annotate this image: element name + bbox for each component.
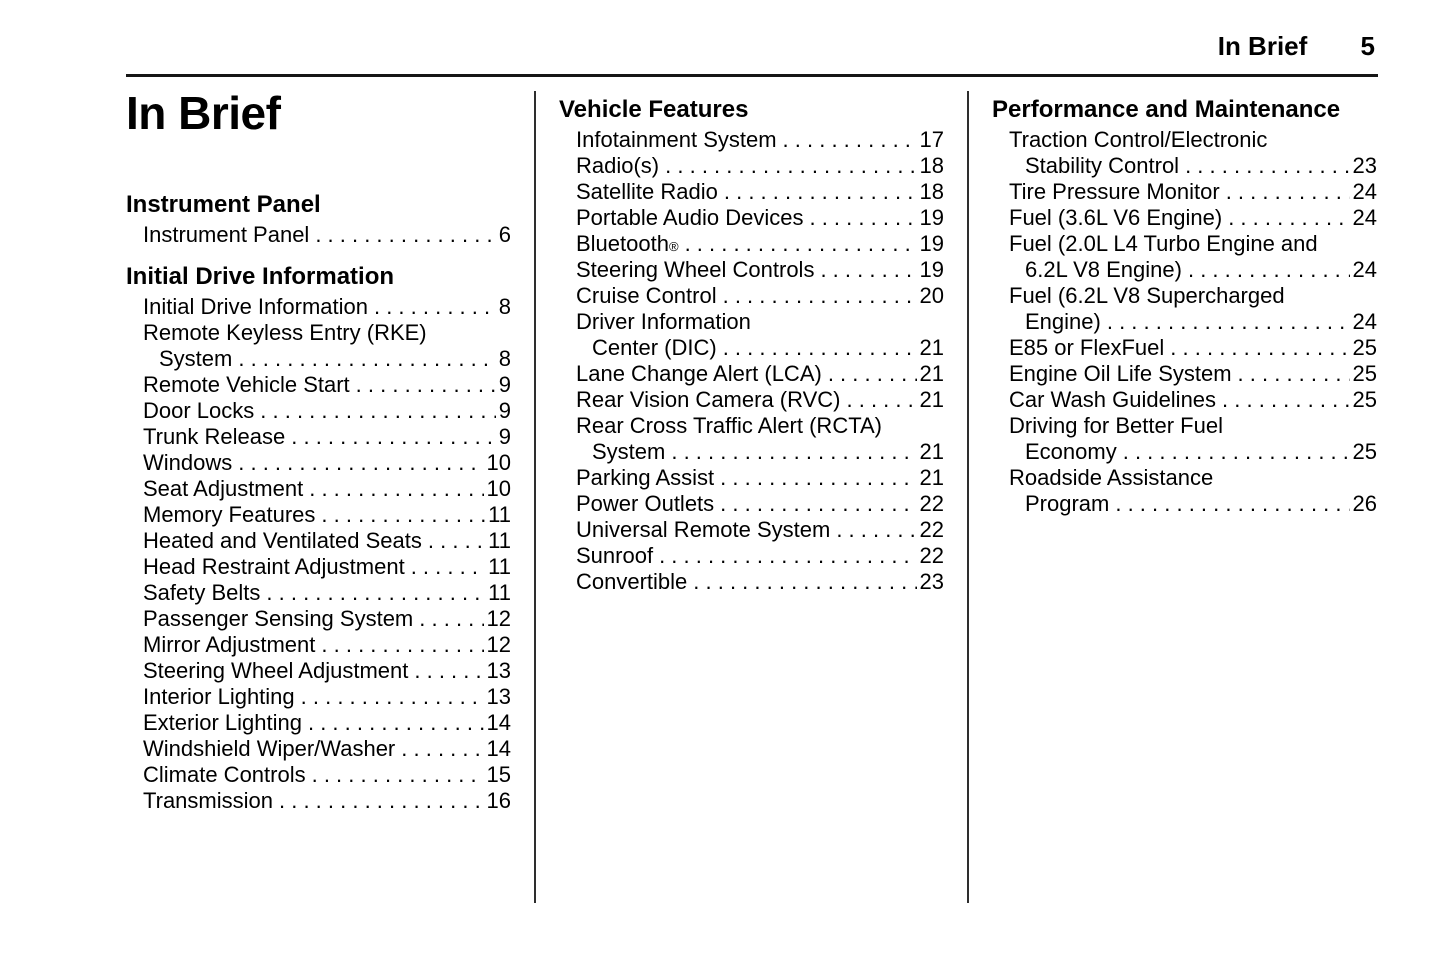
entry-label: Memory Features — [143, 502, 316, 527]
entry-label: Rear Cross Traffic Alert (RCTA) — [576, 413, 883, 438]
entry-label: Steering Wheel Adjustment — [143, 658, 409, 683]
entry-page-number: 21 — [919, 335, 944, 360]
entry-label-continuation: 6.2L V8 Engine) — [1025, 257, 1182, 282]
toc-entry — [1009, 413, 1377, 439]
entry-page-number: 13 — [486, 684, 511, 709]
toc-entry — [143, 320, 511, 346]
entry-label: Power Outlets — [576, 491, 715, 516]
entry-page-number: 16 — [486, 788, 511, 813]
entry-label: Heated and Ventilated Seats — [143, 528, 422, 553]
entry-label-continuation: Stability Control — [1025, 153, 1180, 178]
dot-leader — [1115, 491, 1349, 517]
entry-label: Climate Controls — [143, 762, 306, 787]
entry-label: Initial Drive Information — [143, 294, 368, 319]
entry-label: Windshield Wiper/Washer — [143, 736, 396, 761]
entry-label: Instrument Panel — [143, 222, 310, 247]
entry-label: Universal Remote System — [576, 517, 831, 542]
dot-leader — [1238, 361, 1350, 387]
entry-page-number: 14 — [486, 736, 511, 761]
dot-leader — [665, 153, 916, 179]
dot-leader — [685, 231, 917, 257]
toc-entry — [576, 257, 944, 283]
toc-entry-list — [992, 127, 1377, 517]
entry-page-number: 15 — [486, 762, 511, 787]
dot-leader — [720, 465, 916, 491]
entry-label: Remote Keyless Entry (RKE) — [143, 320, 427, 345]
toc-entry-continuation — [1009, 153, 1377, 179]
entry-label: Driver Information — [576, 309, 751, 334]
entry-page-number: 24 — [1352, 179, 1377, 204]
toc-entry — [143, 294, 511, 320]
dot-leader — [836, 517, 916, 543]
toc-entry-continuation — [576, 439, 944, 465]
dot-leader — [1222, 387, 1349, 413]
dot-leader — [321, 632, 483, 658]
toc-entry — [143, 580, 511, 606]
entry-label: Transmission — [143, 788, 273, 813]
entry-label: Fuel (2.0L L4 Turbo Engine and — [1009, 231, 1318, 256]
entry-page-number: 11 — [488, 580, 511, 605]
entry-label: Rear Vision Camera (RVC) — [576, 387, 841, 412]
dot-leader — [723, 283, 917, 309]
toc-entry: Bluetooth ® . . . 19 — [576, 231, 944, 257]
entry-page-number: 19 — [919, 257, 944, 282]
entry-label: Tire Pressure Monitor — [1009, 179, 1220, 204]
entry-label: Trunk Release — [143, 424, 286, 449]
dot-leader — [401, 736, 483, 762]
entry-page-number: 22 — [919, 543, 944, 568]
toc-columns — [126, 89, 1445, 903]
entry-page-number: 25 — [1352, 439, 1377, 464]
toc-entry — [143, 554, 511, 580]
dot-leader — [828, 361, 917, 387]
entry-label: Safety Belts — [143, 580, 261, 605]
toc-section — [992, 96, 1377, 517]
dot-leader — [659, 543, 916, 569]
dot-leader — [1107, 309, 1350, 335]
dot-leader — [301, 684, 484, 710]
toc-entry — [143, 528, 511, 554]
entry-page-number: 20 — [919, 283, 944, 308]
entry-page-number: 24 — [1352, 257, 1377, 282]
dot-leader — [315, 222, 495, 248]
entry-label: Exterior Lighting — [143, 710, 302, 735]
dot-leader — [260, 398, 495, 424]
toc-entry — [1009, 387, 1377, 413]
entry-page-number: 25 — [1352, 335, 1377, 360]
entry-page-number: 21 — [919, 465, 944, 490]
page-title: In Brief — [126, 87, 281, 139]
entry-page-number: 10 — [486, 450, 511, 475]
toc-entry — [576, 465, 944, 491]
entry-page-number: 21 — [919, 387, 944, 412]
toc-entry — [576, 283, 944, 309]
page-number: 5 — [1360, 31, 1375, 61]
toc-entry — [1009, 335, 1377, 361]
dot-leader — [279, 788, 484, 814]
dot-leader — [1123, 439, 1350, 465]
entry-label: Remote Vehicle Start — [143, 372, 350, 397]
entry-page-number: 9 — [498, 398, 511, 423]
entry-page-number: 9 — [498, 424, 511, 449]
toc-entry — [576, 517, 944, 543]
dot-leader — [321, 502, 485, 528]
entry-label-continuation: Program — [1025, 491, 1110, 516]
section-heading: Initial Drive Information — [126, 263, 395, 290]
dot-leader — [266, 580, 485, 606]
entry-label: Radio(s) — [576, 153, 660, 178]
entry-label: Cruise Control — [576, 283, 717, 308]
toc-entry — [576, 569, 944, 595]
toc-entry — [143, 222, 511, 248]
toc-entry — [143, 710, 511, 736]
toc-entry — [1009, 231, 1377, 257]
toc-entry-list — [559, 127, 944, 595]
entry-page-number: 10 — [486, 476, 511, 501]
section-heading: Vehicle Features — [559, 96, 749, 123]
toc-entry — [143, 372, 511, 398]
toc-entry — [576, 361, 944, 387]
entry-page-number: 12 — [486, 632, 511, 657]
dot-leader — [356, 372, 496, 398]
entry-label: E85 or FlexFuel — [1009, 335, 1165, 360]
toc-section — [126, 191, 511, 248]
dot-leader — [820, 257, 916, 283]
entry-label: Satellite Radio — [576, 179, 718, 204]
entry-label-continuation: System — [159, 346, 233, 371]
entry-label: Door Locks — [143, 398, 255, 423]
entry-label: Sunroof — [576, 543, 654, 568]
dot-leader — [309, 476, 483, 502]
toc-entry — [143, 658, 511, 684]
dot-leader — [1170, 335, 1349, 361]
toc-entry — [1009, 361, 1377, 387]
dot-leader — [428, 528, 485, 554]
toc-entry-continuation — [576, 335, 944, 361]
toc-entry — [576, 491, 944, 517]
dot-leader — [1188, 257, 1350, 283]
dot-leader — [312, 762, 484, 788]
toc-entry-continuation — [1009, 257, 1377, 283]
entry-label: Mirror Adjustment — [143, 632, 316, 657]
toc-section — [126, 263, 511, 814]
column-divider — [534, 91, 536, 903]
toc-entry — [143, 476, 511, 502]
toc-entry — [143, 398, 511, 424]
dot-leader — [809, 205, 916, 231]
toc-entry — [576, 309, 944, 335]
dot-leader — [308, 710, 484, 736]
section-heading: Performance and Maintenance — [992, 96, 1341, 123]
entry-label: Roadside Assistance — [1009, 465, 1214, 490]
toc-column-left — [126, 89, 511, 814]
entry-page-number: 25 — [1352, 361, 1377, 386]
entry-label: Portable Audio Devices — [576, 205, 804, 230]
toc-column-right — [992, 89, 1377, 517]
dot-leader — [374, 294, 496, 320]
entry-page-number: 17 — [919, 127, 944, 152]
dot-leader — [720, 491, 916, 517]
entry-page-number: 19 — [919, 231, 944, 256]
toc-section — [559, 96, 944, 595]
toc-entry-continuation — [1009, 439, 1377, 465]
entry-label-continuation: Center (DIC) — [592, 335, 717, 360]
header-rule — [126, 74, 1378, 77]
entry-page-number: 14 — [486, 710, 511, 735]
entry-page-number: 23 — [1352, 153, 1377, 178]
entry-label: Seat Adjustment — [143, 476, 304, 501]
toc-entry — [1009, 465, 1377, 491]
toc-entry-list — [126, 222, 511, 248]
toc-entry — [576, 543, 944, 569]
entry-label: Driving for Better Fuel — [1009, 413, 1223, 438]
entry-page-number: 6 — [498, 222, 511, 247]
entry-label: Traction Control/Electronic — [1009, 127, 1268, 152]
toc-entry-continuation — [1009, 491, 1377, 517]
entry-page-number: 21 — [919, 439, 944, 464]
toc-entry — [143, 736, 511, 762]
dot-leader — [671, 439, 916, 465]
entry-page-number: 13 — [486, 658, 511, 683]
dot-leader — [1228, 205, 1349, 231]
entry-page-number: 18 — [919, 179, 944, 204]
dot-leader — [414, 658, 483, 684]
entry-page-number: 11 — [488, 554, 511, 579]
entry-page-number: 24 — [1352, 205, 1377, 230]
entry-label: Windows — [143, 450, 233, 475]
toc-entry-continuation — [143, 346, 511, 372]
toc-entry — [1009, 179, 1377, 205]
entry-page-number: 23 — [919, 569, 944, 594]
dot-leader — [411, 554, 485, 580]
dot-leader — [1185, 153, 1349, 179]
dot-leader — [1226, 179, 1350, 205]
dot-leader — [238, 346, 495, 372]
entry-label: Engine Oil Life System — [1009, 361, 1232, 386]
toc-entry — [143, 502, 511, 528]
entry-label-continuation: System — [592, 439, 666, 464]
entry-label: Bluetooth — [576, 231, 669, 256]
dot-leader — [419, 606, 483, 632]
dot-leader — [724, 179, 917, 205]
toc-entry — [143, 632, 511, 658]
toc-entry — [576, 205, 944, 231]
section-heading: Instrument Panel — [126, 191, 321, 218]
toc-entry — [1009, 205, 1377, 231]
toc-entry — [576, 387, 944, 413]
entry-page-number: 11 — [488, 502, 511, 527]
entry-label: Steering Wheel Controls — [576, 257, 815, 282]
entry-page-number: 11 — [488, 528, 511, 553]
entry-label: Fuel (6.2L V8 Supercharged — [1009, 283, 1285, 308]
toc-column-middle — [559, 89, 944, 595]
toc-entry — [1009, 283, 1377, 309]
entry-page-number: 26 — [1352, 491, 1377, 516]
toc-entry — [576, 413, 944, 439]
toc-entry — [1009, 127, 1377, 153]
entry-page-number: 21 — [919, 361, 944, 386]
toc-entry — [576, 179, 944, 205]
toc-entry — [143, 684, 511, 710]
entry-label: Interior Lighting — [143, 684, 295, 709]
column-divider — [967, 91, 969, 903]
entry-label: Parking Assist — [576, 465, 715, 490]
entry-page-number: 12 — [486, 606, 511, 631]
toc-entry — [576, 127, 944, 153]
entry-page-number: 8 — [498, 294, 511, 319]
entry-label: Head Restraint Adjustment — [143, 554, 405, 579]
entry-label-continuation: Engine) — [1025, 309, 1101, 334]
entry-label: Convertible — [576, 569, 688, 594]
toc-entry — [143, 450, 511, 476]
dot-leader — [783, 127, 917, 153]
running-header-title: In Brief — [1217, 31, 1308, 61]
toc-entry — [143, 606, 511, 632]
entry-page-number: 25 — [1352, 387, 1377, 412]
entry-label: Passenger Sensing System — [143, 606, 414, 631]
entry-label: Fuel (3.6L V6 Engine) — [1009, 205, 1223, 230]
toc-entry — [143, 762, 511, 788]
entry-label: Lane Change Alert (LCA) — [576, 361, 822, 386]
entry-label: Car Wash Guidelines — [1009, 387, 1217, 412]
entry-page-number: 19 — [919, 205, 944, 230]
toc-entry — [576, 153, 944, 179]
dot-leader — [693, 569, 916, 595]
dot-leader — [723, 335, 917, 361]
entry-page-number: 18 — [919, 153, 944, 178]
dot-leader — [847, 387, 917, 413]
dot-leader — [238, 450, 483, 476]
toc-entry — [143, 788, 511, 814]
entry-label-continuation: Economy — [1025, 439, 1117, 464]
entry-page-number: 24 — [1352, 309, 1377, 334]
page-header — [0, 0, 1445, 62]
entry-label: Infotainment System — [576, 127, 777, 152]
entry-page-number: 8 — [498, 346, 511, 371]
toc-entry — [143, 424, 511, 450]
toc-entry-list — [126, 294, 511, 814]
entry-page-number: 22 — [919, 491, 944, 516]
toc-entry-continuation — [1009, 309, 1377, 335]
entry-page-number: 22 — [919, 517, 944, 542]
dot-leader — [291, 424, 496, 450]
entry-page-number: 9 — [498, 372, 511, 397]
